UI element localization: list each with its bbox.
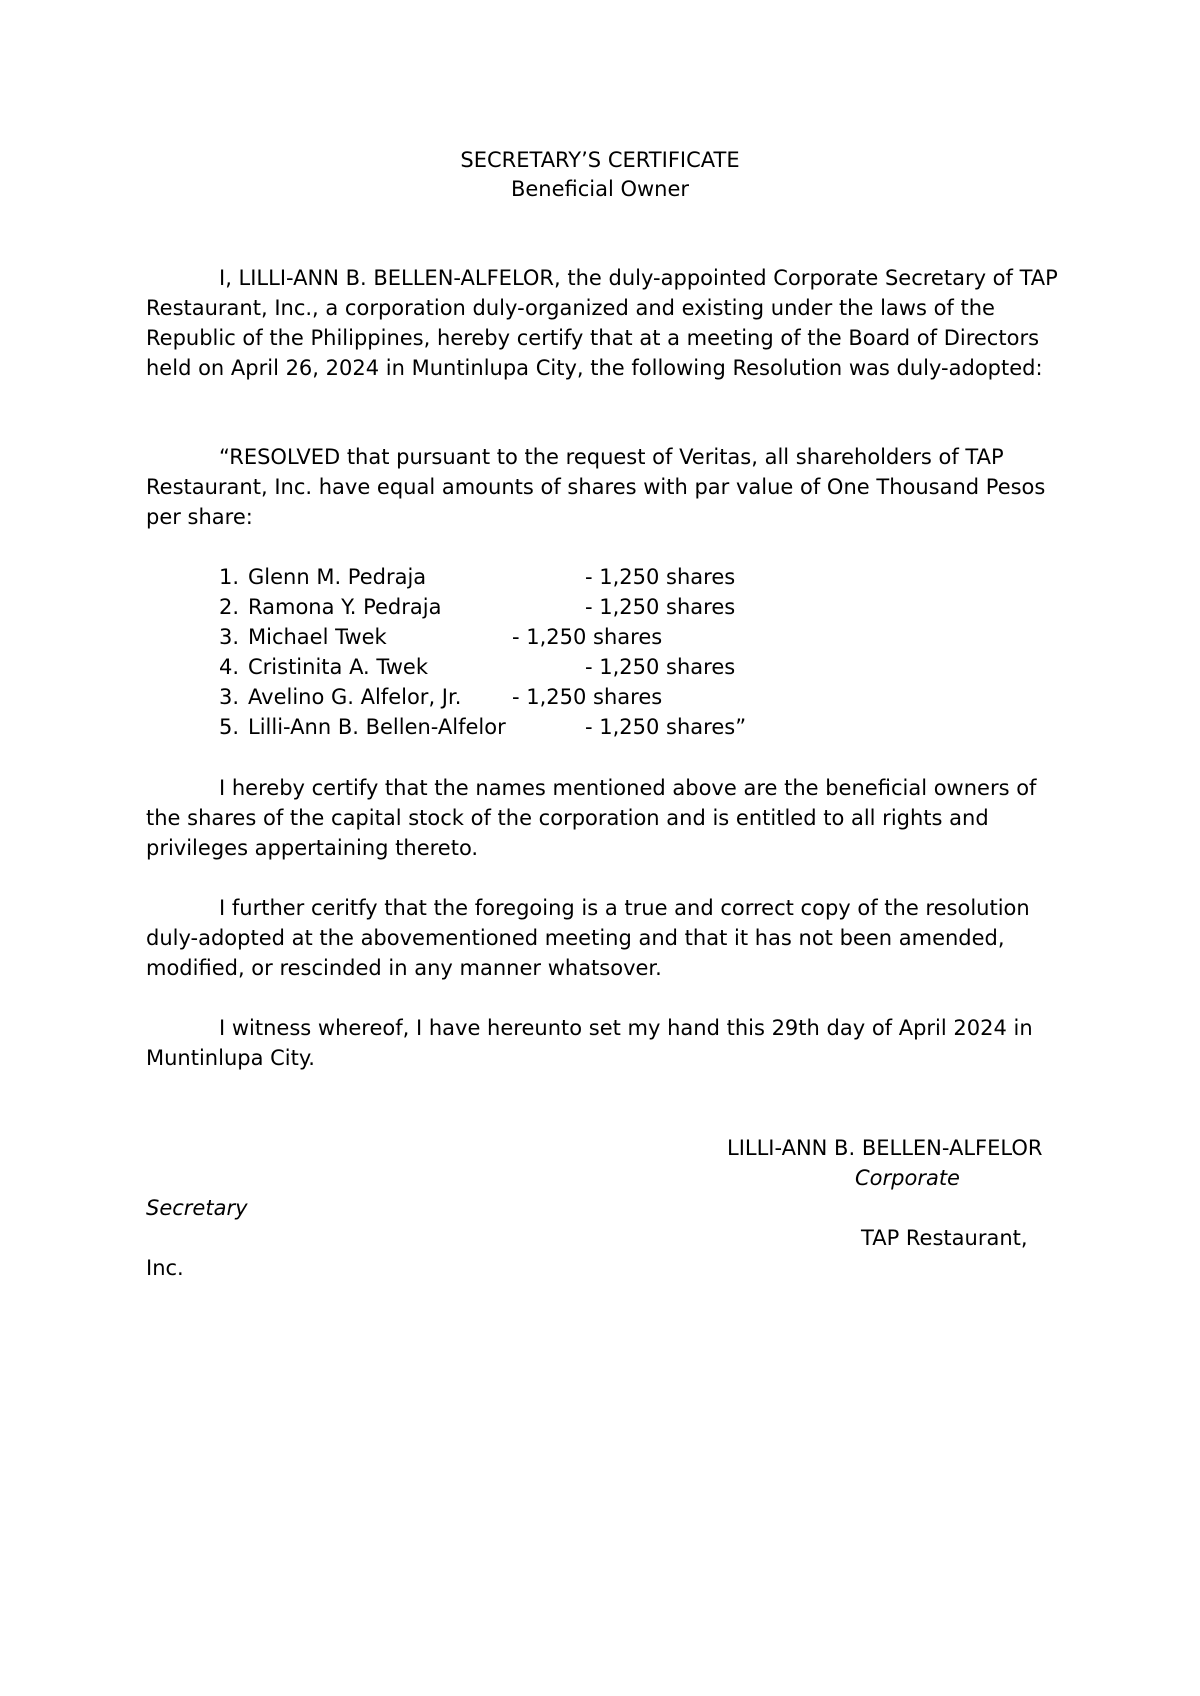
document-subtitle: Beneficial Owner xyxy=(510,177,690,201)
shareholder-name: Ramona Y. Pedraja xyxy=(248,595,442,619)
signatory-company-line-2: Inc. xyxy=(146,1256,184,1280)
paragraph-resolution: “RESOLVED that pursuant to the request of Veritas, all shareholders of TAP Restaurant, Inc. have equal amounts of shares with par value of One Thousand Pesos per share: xyxy=(146,445,1046,529)
shareholder-shares: - 1,250 shares” xyxy=(585,715,747,739)
shareholder-shares: - 1,250 shares xyxy=(585,655,736,679)
shareholder-name: Avelino G. Alfelor, Jr. xyxy=(248,685,462,709)
list-item xyxy=(219,622,1019,652)
list-item xyxy=(219,562,1019,592)
shareholder-name: Michael Twek xyxy=(248,625,387,649)
paragraph-beneficial-owners: I hereby certify that the names mentioned above are the beneficial owners of the shares of the capital stock of the corporation and is entitled to all rights and privileges appertaining thereto. xyxy=(146,776,1037,860)
signatory-role-line-2: Secretary xyxy=(146,1196,248,1220)
signatory-name: LILLI-ANN B. BELLEN-ALFELOR xyxy=(727,1136,1043,1160)
signatory-company-line-1: TAP Restaurant, xyxy=(861,1226,1028,1250)
list-item-number: 3. xyxy=(219,625,240,649)
list-item-number: 5. xyxy=(219,715,240,739)
list-item xyxy=(219,592,1019,622)
shareholder-name: Glenn M. Pedraja xyxy=(248,565,427,589)
list-item xyxy=(219,682,1019,712)
paragraph-true-copy: I further ceritfy that the foregoing is a true and correct copy of the resolution duly-adopted at the abovementioned meeting and that it has not been amended, modified, or rescinded in any manner whatsover. xyxy=(146,896,1030,980)
shareholder-shares: - 1,250 shares xyxy=(585,595,736,619)
list-item-number: 1. xyxy=(219,565,240,589)
list-item xyxy=(219,712,1019,742)
list-item-number: 2. xyxy=(219,595,240,619)
paragraph-certification-intro: I, LILLI-ANN B. BELLEN-ALFELOR, the duly-appointed Corporate Secretary of TAP Restaurant, Inc., a corporation duly-organized and existing under the laws of the Republic of the Philippines, hereby certify that at a meeting of the Board of Directors held on April 26, 2024 in Muntinlupa City, the following Resolution was duly-adopted: xyxy=(146,266,1058,380)
signatory-role-line-1: Corporate xyxy=(855,1166,960,1190)
list-item-number: 4. xyxy=(219,655,240,679)
list-item-number: 3. xyxy=(219,685,240,709)
list-item xyxy=(219,652,1019,682)
shareholder-name: Cristinita A. Twek xyxy=(248,655,429,679)
document-title: SECRETARY’S CERTIFICATE xyxy=(460,148,740,172)
shareholder-shares: - 1,250 shares xyxy=(585,565,736,589)
paragraph-witness: I witness whereof, I have hereunto set my hand this 29th day of April 2024 in Muntinlupa City. xyxy=(146,1016,1033,1070)
shareholder-list xyxy=(219,562,1019,742)
shareholder-shares: - 1,250 shares xyxy=(512,625,663,649)
shareholder-shares: - 1,250 shares xyxy=(512,685,663,709)
shareholder-name: Lilli-Ann B. Bellen-Alfelor xyxy=(248,715,506,739)
